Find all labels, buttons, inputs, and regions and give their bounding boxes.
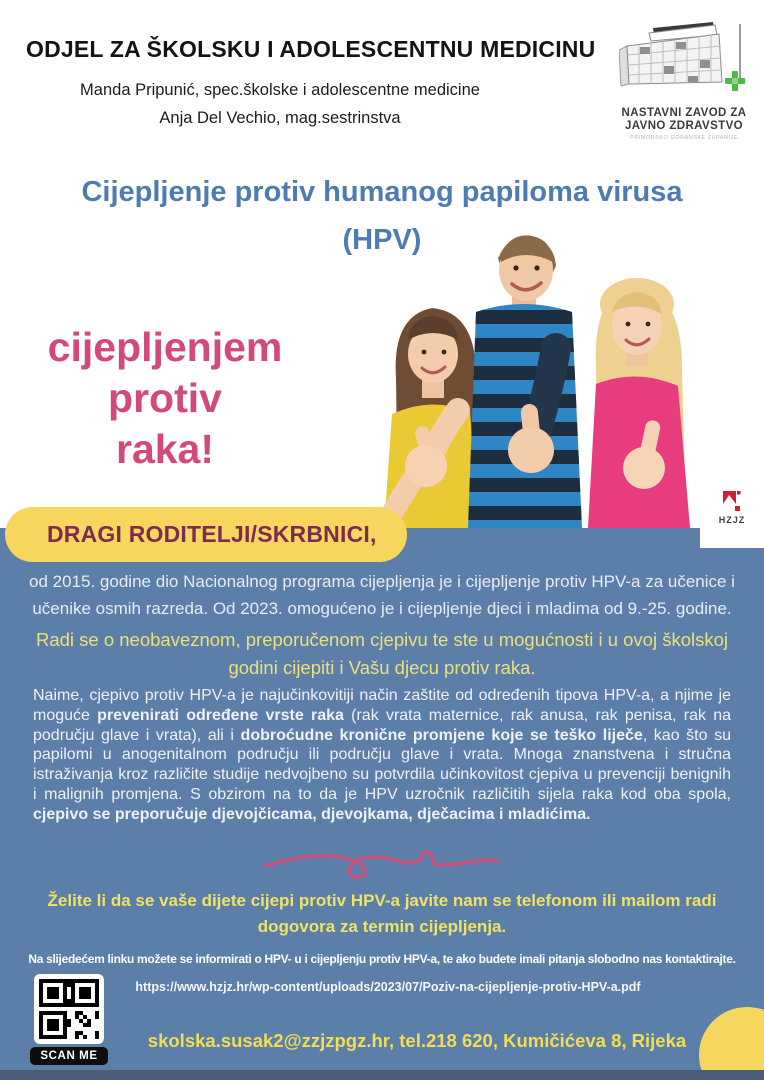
body-segment-bold: cjepivo se preporučuje djevojčicama, djevojkama, dječacima i mladićima. [33, 805, 591, 823]
qr-code [30, 974, 108, 1065]
institute-logo [612, 20, 756, 141]
body-segment: (rak vrata maternice, rak anusa, rak penisa, rak na području glave i vrata), ali i [33, 706, 732, 744]
contact-line: skolska.susak2@zzjzpgz.hr, tel.218 620, Kumičićeva 8, Rijeka [147, 1030, 687, 1051]
qr-scanme-label: SCAN ME [30, 1047, 107, 1065]
body-segment: , kao što su papilomi u anogenitalnom području ili području glave i vrata. Mnoga znanstvena i stručna istraživanja kroz različite studije nedvojbeno su potvrdila učinkovitost cjepiva u prevenciji benignih i malignih promjena. S obzirom na to da je HPV uzročnik različitih sijela raka kod oba spola, [33, 726, 731, 803]
body-paragraph [33, 686, 731, 825]
parents-banner [5, 507, 407, 562]
pdf-link[interactable]: https://www.hzjz.hr/wp-content/uploads/2023/07/Poziv-na-cijepljenje-protiv-HPV-a.pdf [135, 980, 641, 994]
slogan-line3: raka! [115, 426, 214, 472]
hzjz-logo [700, 490, 764, 548]
slogan-line2: protiv [108, 375, 222, 421]
staff-lines [0, 76, 560, 132]
qr-card [34, 974, 104, 1044]
hzjz-label: HZJZ [718, 515, 746, 525]
wavy-divider-icon [262, 846, 502, 880]
body-segment: Naime, cjepivo protiv HPV-a je najučinkovitiji način zaštite od određenih tipova HPV-a, a njime je moguće [33, 687, 731, 724]
intro-highlight: Radi se o neobaveznom, preporučenom cjepivu te ste u mogućnosti i u ovoj školskoj godini cijepiti i Vašu djecu protiv raka. [35, 629, 729, 678]
institute-name: NASTAVNI ZAVOD ZA JAVNO ZDRAVSTVO [621, 107, 747, 132]
slogan-line1: cijepljenjem [47, 324, 283, 370]
blue-section [0, 528, 764, 1072]
staff-line-2: Anja Del Vechio, mag.sestrinstva [159, 109, 401, 127]
body-segment-bold: prevenirati određene vrste raka [97, 706, 344, 724]
building-icon [619, 20, 749, 100]
qr-pattern-icon [36, 976, 102, 1042]
bottom-strip [0, 1070, 764, 1080]
main-title-line2: (HPV) [342, 224, 422, 256]
people-thumbs-up-photo [360, 218, 722, 528]
hzjz-icon [718, 490, 746, 514]
parents-banner-label: DRAGI RODITELJI/SKRBNICI, [47, 521, 377, 547]
cta-text: Želite li da se vaše dijete cijepi protiv HPV-a javite nam se telefonom ili mailom radi dogovora za termin cijepljenja. [47, 891, 717, 936]
intro-paragraph: od 2015. godine dio Nacionalnog programa cijepljenja je i cijepljenje protiv HPV-a za učenice i učenike osmih razreda. Od 2023. omogućeno je i cijepljenje djeci i mladima od 9.-25. godine. [29, 572, 735, 618]
footer-note: Na slijedećem linku možete se informirati o HPV- u i cijepljenju protiv HPV-a, te ako budete imali pitanja slobodno nas kontaktirajte. [28, 952, 736, 966]
staff-line-1: Manda Pripunić, spec.školske i adolescentne medicine [80, 81, 480, 99]
department-title: ODJEL ZA ŠKOLSKU I ADOLESCENTNU MEDICINU [26, 36, 596, 62]
body-segment-bold: dobroćudne kronične promjene koje se teško liječe [240, 726, 643, 744]
main-title-line1: Cijepljenje protiv humanog papiloma virusa [81, 176, 683, 208]
institute-subtitle: PRIMORSKO-GORANSKE ŽUPANIJE [630, 135, 738, 141]
slogan [0, 322, 330, 475]
